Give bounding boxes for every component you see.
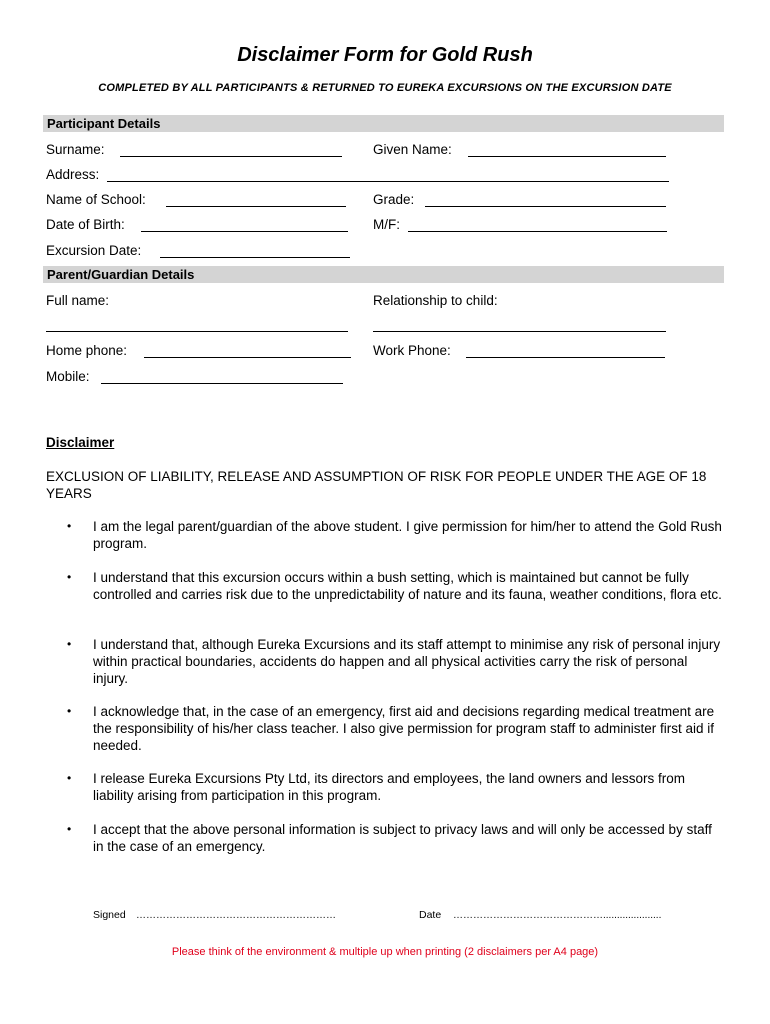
bullet-marker: • — [67, 704, 72, 718]
disclaimer-item: I understand that this excursion occurs within a bush setting, which is maintained but cannot be fully controlled and carries risk due to the unpredictability of nature and its fauna, weather conditions, flora etc. — [93, 570, 722, 602]
work-phone-field[interactable] — [466, 357, 665, 358]
relationship-field[interactable] — [373, 331, 666, 332]
disclaimer-item: I accept that the above personal information is subject to privacy laws and will only be accessed by staff in the case of an emergency. — [93, 822, 712, 854]
school-label: Name of School: — [46, 192, 146, 207]
environment-note: Please think of the environment & multiple up when printing (2 disclaimers per A4 page) — [171, 946, 599, 958]
disclaimer-heading: Disclaimer — [46, 435, 115, 450]
full-name-label: Full name: — [46, 293, 110, 308]
given-name-label: Given Name: — [373, 142, 452, 157]
home-phone-label: Home phone: — [46, 343, 128, 358]
disclaimer-item: I release Eureka Excursions Pty Ltd, its directors and employees, the land owners and lessors from liability arising from participation in this program. — [93, 771, 686, 803]
relationship-label: Relationship to child: — [373, 293, 498, 308]
given-name-field[interactable] — [468, 156, 666, 157]
disclaimer-item: I am the legal parent/guardian of the above student. I give permission for him/her to attend the Gold Rush program. — [93, 519, 722, 551]
signed-field[interactable]: …………………………………………………… — [136, 910, 336, 921]
full-name-field[interactable] — [46, 331, 348, 332]
mobile-field[interactable] — [101, 383, 343, 384]
mobile-label: Mobile: — [46, 369, 90, 384]
work-phone-label: Work Phone: — [373, 343, 451, 358]
date-field[interactable]: ………………………………………..................... — [453, 910, 662, 921]
bullet-marker: • — [67, 822, 72, 836]
excursion-date-label: Excursion Date: — [46, 243, 142, 258]
participant-section-band — [43, 115, 724, 132]
page-subtitle: COMPLETED BY ALL PARTICIPANTS & RETURNED TO EUREKA EXCURSIONS ON THE EXCURSION DATE — [98, 82, 672, 94]
dob-label: Date of Birth: — [46, 217, 125, 232]
address-label: Address: — [46, 167, 100, 182]
mf-field[interactable] — [408, 231, 667, 232]
participant-heading: Participant Details — [47, 116, 161, 131]
disclaimer-item: I understand that, although Eureka Excursions and its staff attempt to minimise any risk of personal injury within practical boundaries, accidents do happen and all physical activities carry the risk of personal injury. — [93, 637, 721, 686]
surname-label: Surname: — [46, 142, 105, 157]
grade-field[interactable] — [425, 206, 666, 207]
guardian-heading: Parent/Guardian Details — [47, 267, 195, 282]
school-field[interactable] — [166, 206, 346, 207]
grade-label: Grade: — [373, 192, 415, 207]
address-field[interactable] — [107, 181, 669, 182]
signed-label: Signed — [93, 909, 126, 921]
excursion-date-field[interactable] — [160, 257, 350, 258]
home-phone-field[interactable] — [144, 357, 351, 358]
surname-field[interactable] — [120, 156, 342, 157]
bullet-marker: • — [67, 637, 72, 651]
disclaimer-item: I acknowledge that, in the case of an emergency, first aid and decisions regarding medical treatment are the responsibility of his/her class teacher. I also give permission for program staff to administer first aid if needed. — [93, 704, 715, 753]
bullet-marker: • — [67, 771, 72, 785]
date-label: Date — [419, 909, 442, 921]
mf-label: M/F: — [373, 217, 400, 232]
bullet-marker: • — [67, 570, 72, 584]
page-title: Disclaimer Form for Gold Rush — [237, 44, 533, 66]
disclaimer-intro: EXCLUSION OF LIABILITY, RELEASE AND ASSUMPTION OF RISK FOR PEOPLE UNDER THE AGE OF 18 YEARS — [46, 469, 707, 501]
guardian-section-band — [43, 266, 724, 283]
dob-field[interactable] — [141, 231, 348, 232]
bullet-marker: • — [67, 519, 72, 533]
